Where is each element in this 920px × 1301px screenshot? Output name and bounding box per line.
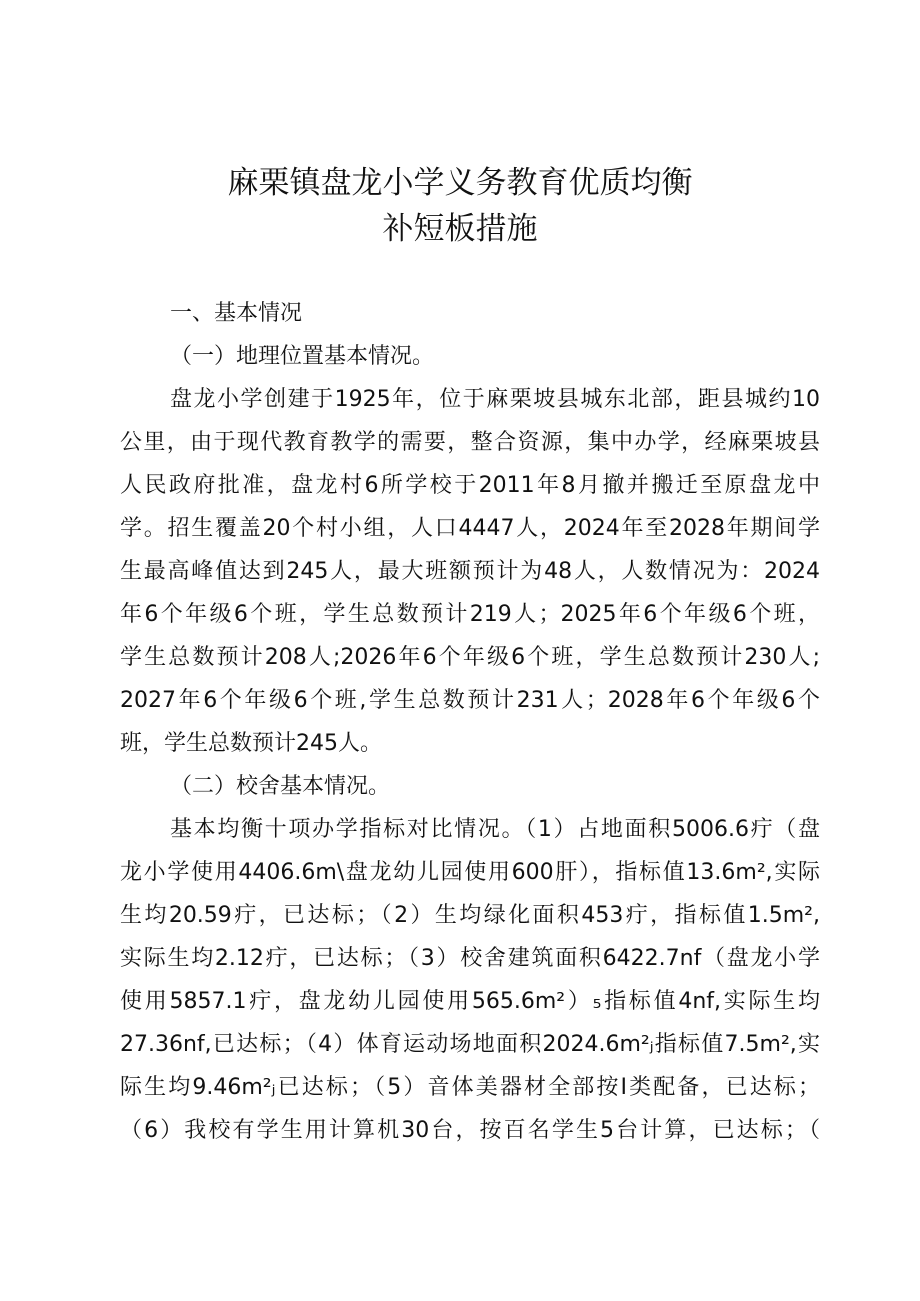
paragraph-line: 盘龙小学创建于1925年，位于麻栗坡县城东北部，距县城约10 bbox=[170, 387, 820, 412]
paragraph-line: 27.36nf,已达标；（4）体育运动场地面积2024.6m²ⱼ指标值7.5m²,实 bbox=[120, 1032, 820, 1057]
paragraph-line: 年6个年级6个班，学生总数预计219人；2025年6个年级6个班， bbox=[120, 602, 820, 627]
document-body bbox=[120, 292, 820, 1152]
subsection-heading-school-buildings: （二）校舍基本情况。 bbox=[170, 774, 391, 799]
paragraph-line: 龙小学使用4406.6m\盘龙幼儿园使用600肝），指标值13.6m²,实际 bbox=[120, 860, 820, 885]
paragraph-line: 实际生均2.12疔，已达标；（3）校舍建筑面积6422.7nf（盘龙小学 bbox=[120, 946, 820, 971]
document-title bbox=[0, 160, 920, 252]
paragraph-line: 班，学生总数预计245人。 bbox=[120, 731, 382, 756]
paragraph-line: 生均20.59疔，已达标；（2）生均绿化面积453疔，指标值1.5m², bbox=[120, 903, 820, 928]
paragraph-line: 基本均衡十项办学指标对比情况。（1）占地面积5006.6疔（盘 bbox=[170, 817, 820, 842]
paragraph-line: 公里，由于现代教育教学的需要，整合资源，集中办学，经麻栗坡县 bbox=[120, 430, 820, 455]
title-line-2: 补短板措施 bbox=[382, 211, 538, 247]
paragraph-line: 学。招生覆盖20个村小组，人口4447人，2024年至2028年期间学 bbox=[120, 516, 820, 541]
paragraph-line: 学生总数预计208人;2026年6个年级6个班，学生总数预计230人; bbox=[120, 645, 820, 670]
title-line-1: 麻栗镇盘龙小学义务教育优质均衡 bbox=[227, 165, 693, 201]
paragraph-line: （6）我校有学生用计算机30台，按百名学生5台计算，已达标；（ bbox=[120, 1118, 820, 1143]
paragraph-line: 2027年6个年级6个班,学生总数预计231人；2028年6个年级6个 bbox=[120, 688, 820, 713]
paragraph-line: 生最高峰值达到245人，最大班额预计为48人，人数情况为：2024 bbox=[120, 559, 820, 584]
paragraph-line: 人民政府批准，盘龙村6所学校于2011年8月撤并搬迁至原盘龙中 bbox=[120, 473, 820, 498]
paragraph-line: 使用5857.1疔，盘龙幼儿园使用565.6m²）₅指标值4nf,实际生均 bbox=[120, 989, 820, 1014]
section-heading-basic-info: 一、基本情况 bbox=[170, 301, 303, 326]
paragraph-line: 际生均9.46m²ⱼ已达标；（5）音体美器材全部按I类配备，已达标； bbox=[120, 1075, 820, 1100]
subsection-heading-geography: （一）地理位置基本情况。 bbox=[170, 344, 435, 369]
